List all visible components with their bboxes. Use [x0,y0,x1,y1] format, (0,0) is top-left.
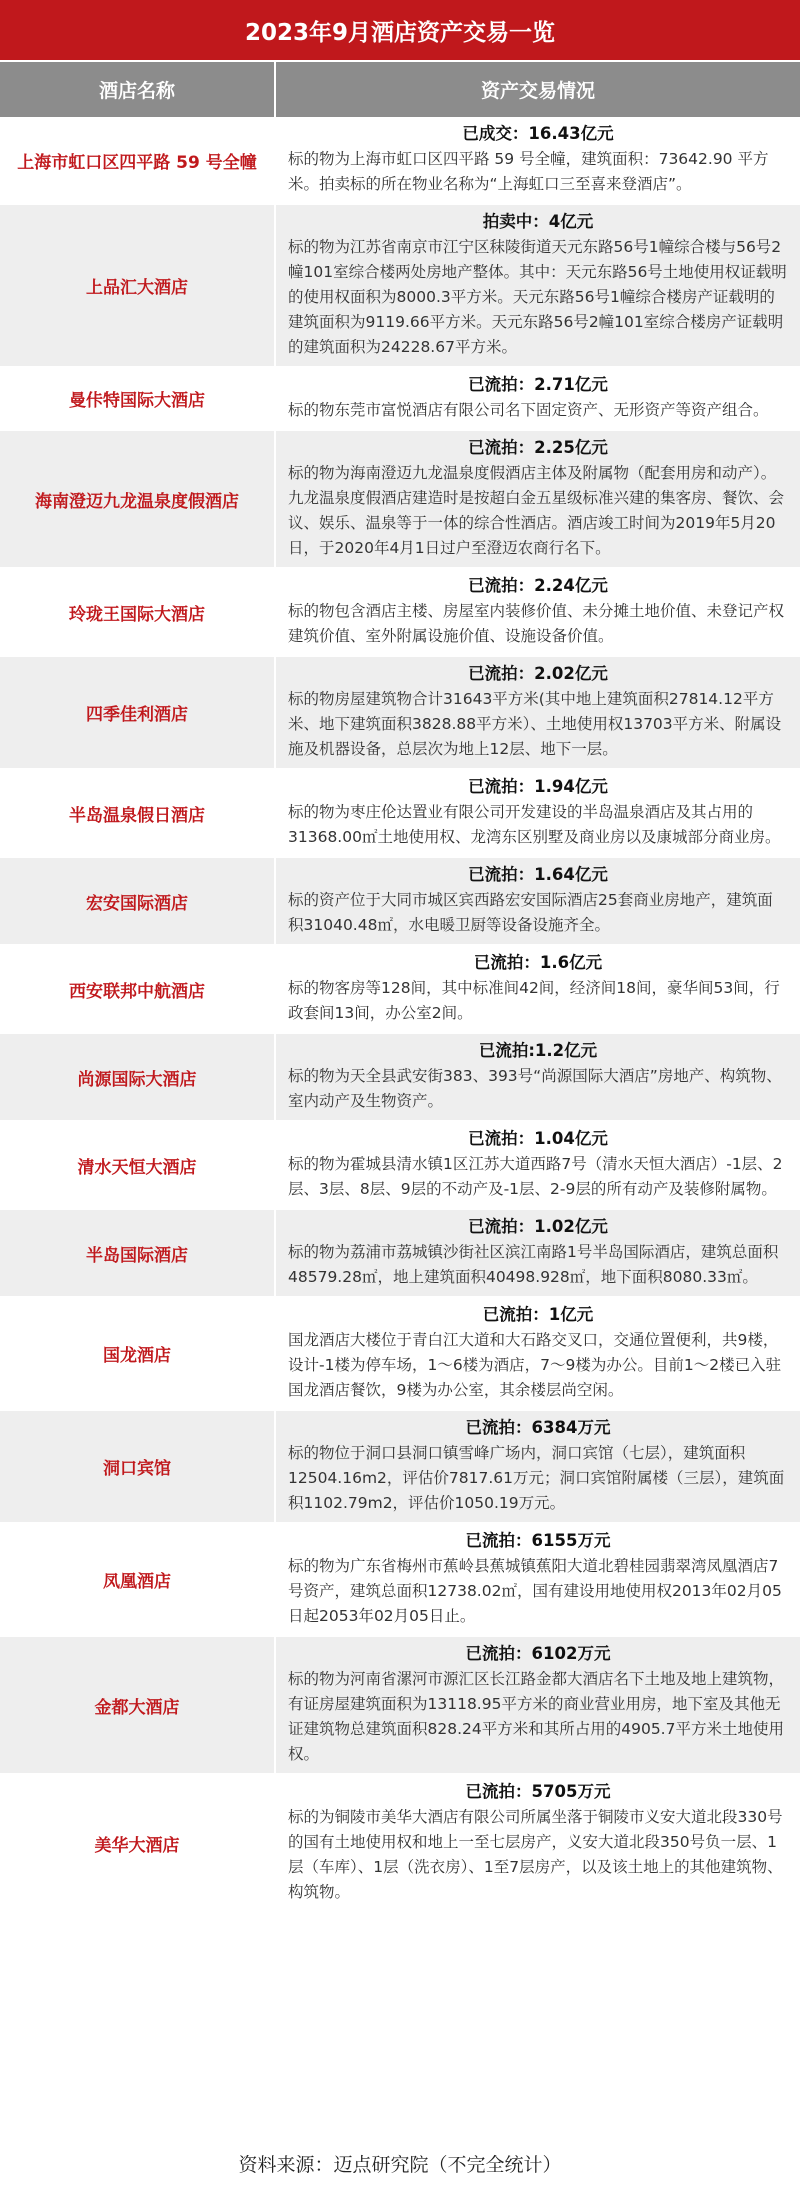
table-row [0,569,800,657]
transaction-info [276,1122,800,1208]
transaction-description: 标的物包含酒店主楼、房屋室内装修价值、未分摊土地价值、未登记产权建筑价值、室外附属设施价值、设施设备价值。 [288,602,785,645]
hotel-name: 上品汇大酒店 [0,205,276,366]
transaction-status: 已流拍：1.94亿元 [468,777,608,796]
transaction-status: 已流拍:1.2亿元 [478,1041,598,1060]
transaction-description: 标的物为海南澄迈九龙温泉度假酒店主体及附属物（配套用房和动产）。九龙温泉度假酒店建造时是按超白金五星级标准兴建的集客房、餐饮、会议、娱乐、温泉等于一体的综合性酒店。酒店竣工时间为2019年5月20日，于2020年4月1日过户至澄迈农商行名下。 [288,464,785,557]
table-row [0,205,800,368]
table-row [0,1210,800,1298]
transaction-description: 标的物位于洞口县洞口镇雪峰广场内，洞口宾馆（七层），建筑面积12504.16m2，评估价7817.61万元；洞口宾馆附属楼（三层），建筑面积1102.79m2，评估价1050.19万元。 [288,1444,785,1512]
hotel-name: 曼佧特国际大酒店 [0,368,276,429]
transaction-description: 标的物房屋建筑物合计31643平方米(其中地上建筑面积27814.12平方米、地下建筑面积3828.88平方米）、土地使用权13703平方米、附属设施及机器设备，总层次为地上12层、地下一层。 [288,690,782,758]
transaction-info [276,569,800,655]
hotel-name: 海南澄迈九龙温泉度假酒店 [0,431,276,567]
transaction-status: 已流拍：1.04亿元 [468,1129,608,1148]
table-row [0,1298,800,1411]
hotel-name: 尚源国际大酒店 [0,1034,276,1120]
table-header [0,62,800,117]
hotel-name: 凤凰酒店 [0,1524,276,1635]
transaction-status: 已成交：16.43亿元 [462,124,614,143]
transaction-description: 标的物东莞市富悦酒店有限公司名下固定资产、无形资产等资产组合。 [288,401,769,419]
transaction-status: 已流拍：6102万元 [465,1644,611,1663]
table-row [0,858,800,946]
transaction-info [276,1034,800,1120]
transaction-info [276,1637,800,1773]
table-row [0,946,800,1034]
page-title: 2023年9月酒店资产交易一览 [0,0,800,62]
transaction-status: 已流拍：2.25亿元 [468,438,608,457]
transaction-info [276,657,800,768]
transaction-info [276,117,800,203]
transaction-info [276,368,800,429]
hotel-name: 宏安国际酒店 [0,858,276,944]
transaction-description: 标的物为江苏省南京市江宁区秣陵街道天元东路56号1幢综合楼与56号2幢101室综合楼两处房地产整体。其中：天元东路56号土地使用权证载明的使用权面积为8000.3平方米。天元东路56号1幢综合楼房产证载明的建筑面积为9119.66平方米。天元东路56号2幢101室综合楼房产证载明的建筑面积为24228.67平方米。 [288,238,787,356]
hotel-name: 半岛温泉假日酒店 [0,770,276,856]
transaction-status: 已流拍：2.02亿元 [468,664,608,683]
hotel-name: 半岛国际酒店 [0,1210,276,1296]
transaction-info [276,1210,800,1296]
transaction-description: 标的物为枣庄伦达置业有限公司开发建设的半岛温泉酒店及其占用的31368.00㎡土地使用权、龙湾东区别墅及商业房以及康城部分商业房。 [288,803,781,846]
transaction-description: 标的物为霍城县清水镇1区江苏大道西路7号（清水天恒大酒店）-1层、2层、3层、8层、9层的不动产及-1层、2-9层的所有动产及装修附属物。 [288,1155,783,1198]
transaction-status: 已流拍：1亿元 [482,1305,594,1324]
transaction-info [276,431,800,567]
transaction-description: 标的物客房等128间，其中标准间42间，经济间18间，豪华间53间，行政套间13间，办公室2间。 [288,979,780,1022]
transaction-description: 国龙酒店大楼位于青白江大道和大石路交叉口，交通位置便利，共9楼，设计-1楼为停车场，1～6楼为酒店，7～9楼为办公。目前1～2楼已入驻国龙酒店餐饮，9楼为办公室，其余楼层尚空闲。 [288,1331,782,1399]
table-row [0,368,800,431]
transaction-info [276,858,800,944]
table-row [0,431,800,569]
hotel-name: 上海市虹口区四平路 59 号全幢 [0,117,276,203]
transaction-info [276,946,800,1032]
transaction-info [276,1411,800,1522]
transaction-description: 标的物为天全县武安街383、393号“尚源国际大酒店”房地产、构筑物、室内动产及生物资产。 [288,1067,782,1110]
table-row [0,1637,800,1775]
hotel-name: 四季佳利酒店 [0,657,276,768]
transaction-status: 已流拍：1.6亿元 [473,953,603,972]
transaction-status: 已流拍：5705万元 [465,1782,611,1801]
table-row [0,657,800,770]
transaction-description: 标的物为河南省漯河市源汇区长江路金都大酒店名下土地及地上建筑物，有证房屋建筑面积为13118.95平方米的商业营业用房，地下室及其他无证建筑物总建筑面积828.24平方米和其所占用的4905.7平方米土地使用权。 [288,1670,785,1763]
hotel-name: 美华大酒店 [0,1775,276,1911]
transaction-status: 已流拍：2.71亿元 [468,375,608,394]
table-row [0,770,800,858]
hotel-name: 玲珑王国际大酒店 [0,569,276,655]
transaction-info [276,1524,800,1635]
transaction-status: 已流拍：1.64亿元 [468,865,608,884]
table-body [0,117,800,1913]
table-row [0,117,800,205]
transaction-status: 已流拍：2.24亿元 [468,576,608,595]
transaction-status: 拍卖中：4亿元 [482,212,594,231]
transaction-description: 标的物为上海市虹口区四平路 59 号全幢，建筑面积：73642.90 平方米。拍卖标的所在物业名称为“上海虹口三至喜来登酒店”。 [288,150,769,193]
table-row [0,1122,800,1210]
header-hotel-name: 酒店名称 [0,62,276,117]
table-row [0,1034,800,1122]
hotel-name: 清水天恒大酒店 [0,1122,276,1208]
transaction-info [276,770,800,856]
transaction-status: 已流拍：1.02亿元 [468,1217,608,1236]
transaction-status: 已流拍：6384万元 [465,1418,611,1437]
transaction-description: 标的物为荔浦市荔城镇沙街社区滨江南路1号半岛国际酒店，建筑总面积48579.28㎡，地上建筑面积40498.928㎡，地下面积8080.33㎡。 [288,1243,779,1286]
hotel-name: 西安联邦中航酒店 [0,946,276,1032]
transaction-info [276,1298,800,1409]
table-row [0,1775,800,1913]
table-row [0,1411,800,1524]
hotel-name: 国龙酒店 [0,1298,276,1409]
table-row [0,1524,800,1637]
header-transaction-info: 资产交易情况 [480,80,595,102]
transaction-description: 标的为铜陵市美华大酒店有限公司所属坐落于铜陵市义安大道北段330号的国有土地使用权和地上一至七层房产，义安大道北段350号负一层、1层（车库）、1层（洗衣房）、1至7层房产，以及该土地上的其他建筑物、构筑物。 [288,1808,783,1901]
transaction-description: 标的资产位于大同市城区宾西路宏安国际酒店25套商业房地产，建筑面积31040.48㎡，水电暖卫厨等设备设施齐全。 [288,891,773,934]
hotel-name: 金都大酒店 [0,1637,276,1773]
transaction-info [276,1775,800,1911]
source-footer: 资料来源：迈点研究院（不完全统计） [0,2140,800,2186]
transaction-description: 标的物为广东省梅州市蕉岭县蕉城镇蕉阳大道北碧桂园翡翠湾凤凰酒店7号资产，建筑总面积12738.02㎡，国有建设用地使用权2013年02月05日起2053年02月05日止。 [288,1557,782,1625]
transaction-info [276,205,800,366]
hotel-name: 洞口宾馆 [0,1411,276,1522]
transaction-status: 已流拍：6155万元 [465,1531,611,1550]
